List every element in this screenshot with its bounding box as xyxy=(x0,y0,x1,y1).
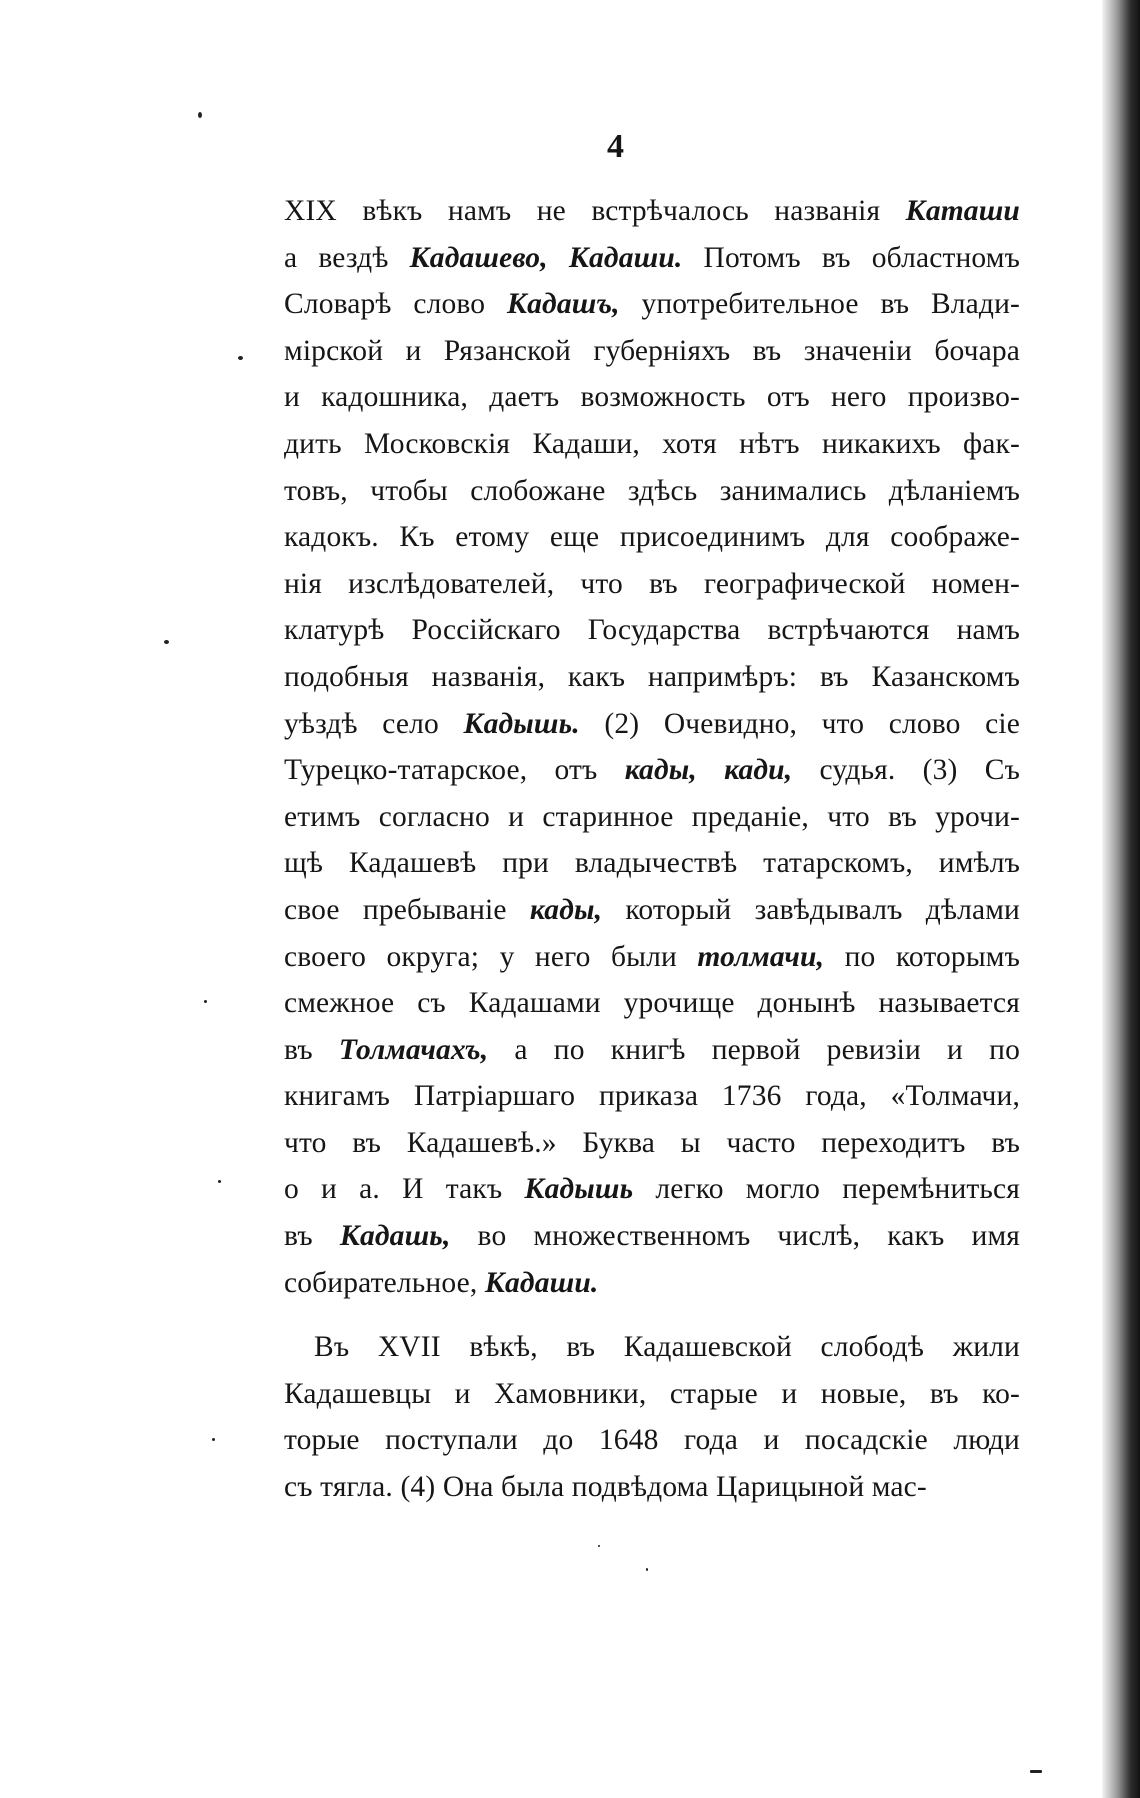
text-segment: смежное съ Кадашами урочище донынѣ называется xyxy=(284,987,1020,1020)
text-segment: употребительное въ Влади- xyxy=(619,288,1020,321)
text-line xyxy=(284,1213,1020,1260)
text-line xyxy=(284,1260,1020,1307)
italic-term: Кадышь xyxy=(524,1173,634,1206)
text-segment: книгамъ Патріаршаго приказа 1736 года, «Толмачи, xyxy=(284,1080,1020,1113)
italic-term: Каташи xyxy=(905,195,1020,227)
text-segment: и кадошника, даетъ возможность отъ него произво- xyxy=(284,381,1020,414)
text-segment: клатурѣ Россійскаго Государства встрѣчаются намъ xyxy=(284,614,1020,647)
italic-term: Кадашево, Кадаши. xyxy=(409,241,683,274)
text-segment: который завѣдывалъ дѣлами xyxy=(602,893,1020,926)
text-line xyxy=(284,607,1020,654)
text-line xyxy=(284,794,1020,841)
text-segment: съ тягла. (4) Она была подвѣдома Царицыной мас- xyxy=(284,1471,927,1504)
scan-speck xyxy=(204,1000,207,1003)
scan-speck xyxy=(238,356,243,360)
text-segment: легко могло перемѣниться xyxy=(633,1173,1021,1206)
text-line xyxy=(284,1371,1020,1418)
italic-term: Кадашъ, xyxy=(506,288,620,321)
scan-speck xyxy=(1030,1770,1042,1773)
text-segment: дить Московскія Кадаши, хотя нѣтъ никакихъ фак- xyxy=(284,427,1020,460)
text-segment: XIX вѣкъ намъ не встрѣчалось названія xyxy=(284,195,906,227)
body-text xyxy=(284,188,1020,1511)
text-segment: нія изслѣдователей, что въ географической номен- xyxy=(284,567,1020,600)
text-segment: уѣздѣ село xyxy=(284,707,464,740)
text-line xyxy=(284,1120,1020,1167)
italic-term: Кадашь, xyxy=(339,1220,451,1253)
text-line xyxy=(284,887,1020,934)
text-segment: свое пребываніе xyxy=(284,893,530,926)
text-segment: о и а. И такъ xyxy=(284,1173,525,1206)
text-line xyxy=(284,235,1020,282)
text-line xyxy=(284,1073,1020,1120)
text-line xyxy=(284,1027,1020,1074)
text-segment: мірской и Рязанской губерніяхъ въ значеніи бочара xyxy=(284,334,1020,367)
text-segment: товъ, чтобы слобожане здѣсь занимались дѣланіемъ xyxy=(284,474,1020,507)
text-segment: Турецко-татарское, отъ xyxy=(284,754,625,787)
text-segment: торые поступали до 1648 года и посадскіе люди xyxy=(284,1424,1020,1457)
text-segment: а по книгѣ первой ревизіи и по xyxy=(488,1033,1020,1066)
text-segment: судья. (3) Съ xyxy=(792,754,1020,787)
text-line xyxy=(284,1166,1020,1213)
text-line xyxy=(284,421,1020,468)
text-line xyxy=(284,747,1020,794)
scan-speck xyxy=(164,640,169,644)
page-edge-shadow xyxy=(1102,0,1140,1798)
text-segment: Потомъ въ областномъ xyxy=(682,241,1020,274)
scan-speck xyxy=(598,1545,600,1547)
text-segment: что въ Кадашевѣ.» Буква ы часто переходитъ въ xyxy=(284,1126,1020,1159)
italic-term: Толмачахъ, xyxy=(338,1033,489,1066)
text-line xyxy=(284,188,1020,235)
scan-speck xyxy=(212,1438,215,1441)
italic-term: кады, кади, xyxy=(624,754,793,787)
italic-term: кады, xyxy=(529,893,603,926)
text-line xyxy=(284,561,1020,608)
text-line xyxy=(284,281,1020,328)
text-segment: Кадашевцы и Хамовники, старые и новые, въ ко- xyxy=(284,1377,1020,1410)
text-line xyxy=(284,1324,1020,1371)
italic-term: Кадаши. xyxy=(484,1266,599,1299)
text-segment: (2) Очевидно, что слово сіе xyxy=(579,707,1020,740)
text-segment: въ xyxy=(284,1220,340,1253)
text-segment: Въ XVII вѣкѣ, въ Кадашевской слободѣ жили xyxy=(314,1331,1020,1364)
text-segment: собирательное, xyxy=(284,1266,485,1299)
paragraph-1 xyxy=(284,188,1020,1306)
italic-term: толмачи, xyxy=(697,940,825,973)
text-line xyxy=(284,468,1020,515)
text-segment: въ xyxy=(284,1033,339,1066)
text-segment: етимъ согласно и старинное преданіе, что въ урочи- xyxy=(284,800,1020,833)
text-segment: кадокъ. Къ етому еще присоединимъ для соображе- xyxy=(284,521,1020,554)
text-line xyxy=(284,654,1020,701)
text-segment: подобныя названія, какъ напримѣръ: въ Казанскомъ xyxy=(284,660,1020,693)
scan-speck xyxy=(218,1180,221,1183)
scan-speck xyxy=(198,112,202,118)
text-segment: во множественномъ числѣ, какъ имя xyxy=(450,1220,1020,1253)
page-number: 4 xyxy=(607,128,624,165)
text-segment: своего округа; у него были xyxy=(284,940,698,973)
text-line xyxy=(284,701,1020,748)
text-line xyxy=(284,1417,1020,1464)
italic-term: Кадышь. xyxy=(463,707,580,740)
text-segment: Словарѣ слово xyxy=(284,288,507,321)
text-segment: а вездѣ xyxy=(284,241,410,274)
text-line xyxy=(284,374,1020,421)
text-line xyxy=(284,934,1020,981)
text-line xyxy=(284,514,1020,561)
text-segment: по которымъ xyxy=(824,940,1021,973)
text-line xyxy=(284,1464,1020,1511)
text-line xyxy=(284,840,1020,887)
text-line xyxy=(284,328,1020,375)
paragraph-2 xyxy=(284,1324,1020,1510)
text-segment: щѣ Кадашевѣ при владычествѣ татарскомъ, имѣлъ xyxy=(284,847,1020,880)
scan-speck xyxy=(646,1568,648,1571)
text-line xyxy=(284,980,1020,1027)
